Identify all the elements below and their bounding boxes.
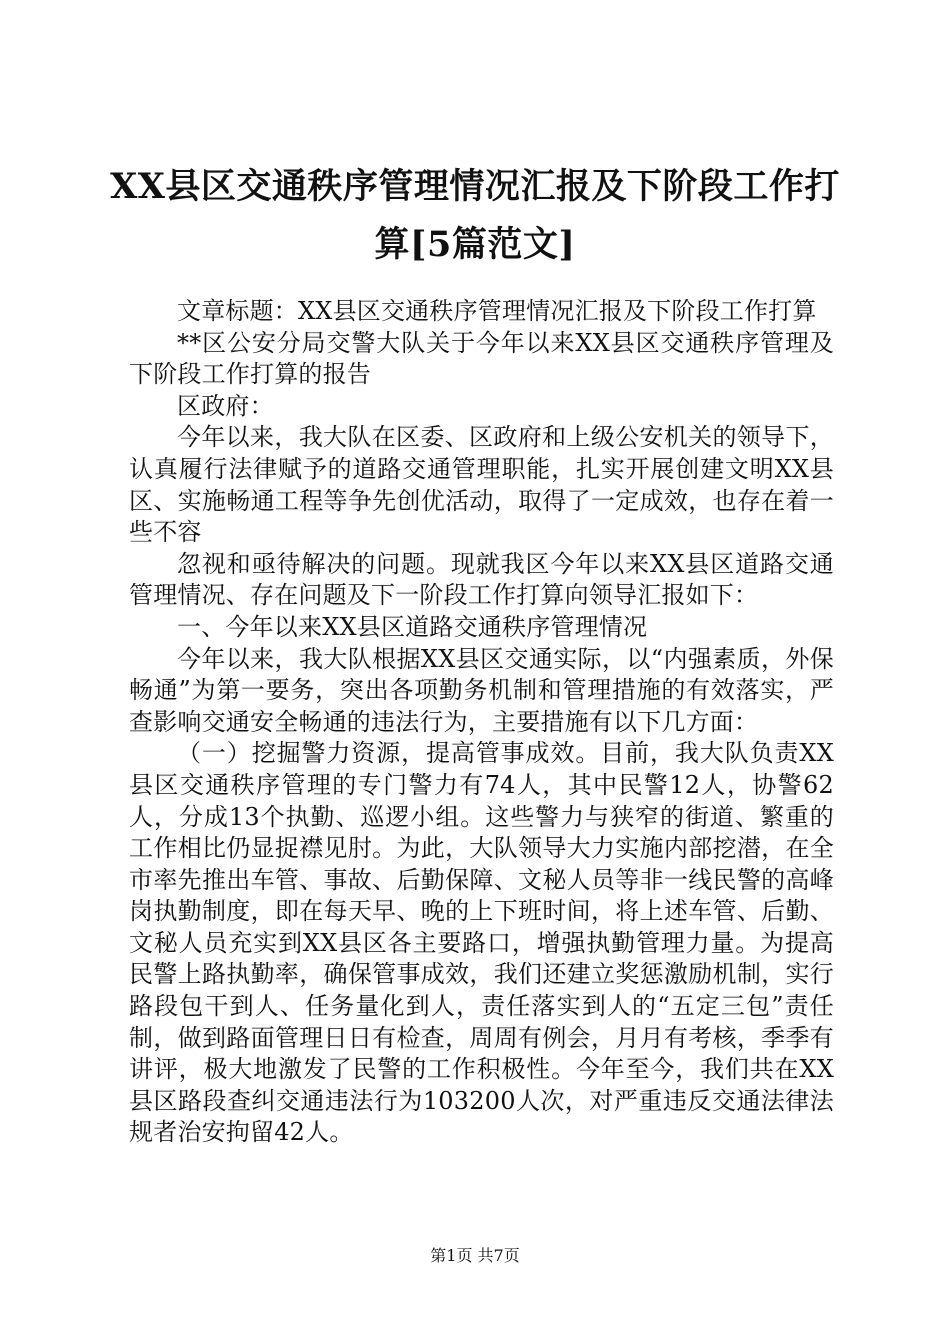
paragraph-intro-continued: 忽视和亟待解决的问题。现就我区今年以来XX县区道路交通管理情况、存在问题及下一阶段工作打算向领导汇报如下： xyxy=(129,549,834,610)
document-title: XX县区交通秩序管理情况汇报及下阶段工作打算[5篇范文] xyxy=(110,166,840,265)
section-heading-1: 一、今年以来XX县区道路交通秩序管理情况 xyxy=(177,612,648,641)
paragraph-subsection-1: （一）挖掘警力资源，提高管事成效。目前，我大队负责XX县区交通秩序管理的专门警力有74人，其中民警12人，协警62人，分成13个执勤、巡逻小组。这些警力与狭窄的街道、繁重的工作相比仍显捉襟见肘。为此，大队领导大力实施内部挖潜，在全市率先推出车管、事故、后勤保障、文秘人员等非一线民警的高峰岗执勤制度，即在每天早、晚的上下班时间，将上述车管、后勤、文秘人员充实到XX县区各主要路口，增强执勤管理力量。为提高民警上路执勤率，确保管事成效，我们还建立奖惩激励机制，实行路段包干到人、任务量化到人，责任落实到人的“五定三包”责任制，做到路面管理日日有检查，周周有例会，月月有考核，季季有讲评，极大地激发了民警的工作积极性。今年至今，我们共在XX县区路段查纠交通违法行为103200人次，对严重违反交通法律法规者治安拘留42人。 xyxy=(129,739,834,1147)
paragraph-intro: 今年以来，我大队在区委、区政府和上级公安机关的领导下，认真履行法律赋予的道路交通管理职能，扎实开展创建文明XX县区、实施畅通工程等争先创优活动，取得了一定成效，也存在着一些不容 xyxy=(129,423,834,547)
page-number-footer: 第1页 共7页 xyxy=(430,1246,520,1265)
document-body xyxy=(129,296,834,1149)
paragraph-report-heading: **区公安分局交警大队关于今年以来XX县区交通秩序管理及下阶段工作打算的报告 xyxy=(129,328,834,389)
paragraph-salutation: 区政府： xyxy=(177,391,274,420)
paragraph-article-title: 文章标题：XX县区交通秩序管理情况汇报及下阶段工作打算 xyxy=(177,297,817,325)
paragraph-section-1-intro: 今年以来，我大队根据XX县区交通实际，以“内强素质，外保畅通”为第一要务，突出各项勤务机制和管理措施的有效落实，严查影响交通安全畅通的违法行为，主要措施有以下几方面： xyxy=(129,644,834,736)
